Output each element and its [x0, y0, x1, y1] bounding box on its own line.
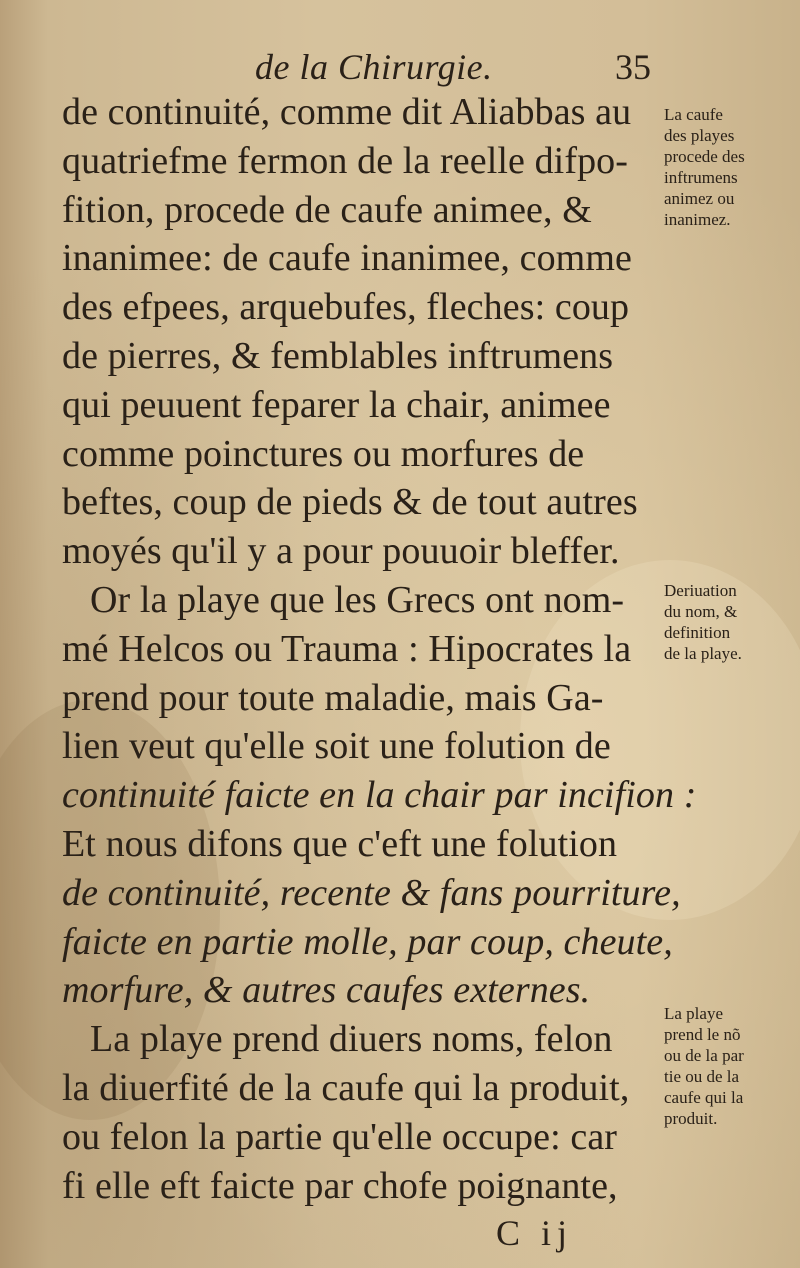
margin-line: du nom, & — [664, 602, 738, 621]
page-number: 35 — [615, 47, 651, 87]
margin-note-cause — [664, 104, 794, 230]
margin-line: Deriuation — [664, 581, 737, 600]
text-line: de pierres, & femblables inftrumens — [62, 334, 614, 377]
text-line: des efpees, arquebufes, fleches: coup — [62, 286, 630, 329]
margin-line: inanimez. — [664, 210, 731, 229]
text-line: comme poinctures ou morfures de — [62, 432, 585, 475]
text-line: de continuité, recente & fans pourriture, — [62, 871, 681, 914]
margin-line: ou de la par — [664, 1046, 744, 1065]
margin-line: prend le nõ — [664, 1025, 741, 1044]
text-line: moyés qu'il y a pour pouuoir bleffer. — [62, 530, 620, 573]
text-line: continuité faicte en la chair par incifion : — [62, 774, 697, 817]
signature-mark: C ij — [496, 1213, 574, 1253]
text-line: faicte en partie molle, par coup, cheute, — [62, 920, 673, 963]
margin-line: de la playe. — [664, 644, 742, 663]
text-line: ou felon la partie qu'elle occupe: car — [62, 1115, 618, 1158]
text-line: la diuerfité de la caufe qui la produit, — [62, 1066, 630, 1109]
margin-line: des playes — [664, 126, 735, 145]
text-line: Et nous difons que c'eft une folution — [62, 822, 618, 865]
page-header — [255, 46, 675, 90]
text-line: morfure, & autres caufes externes. — [62, 969, 591, 1012]
margin-line: La playe — [664, 1004, 723, 1023]
text-line: La playe prend diuers noms, felon — [90, 1018, 613, 1061]
running-title: de la Chirurgie. — [255, 47, 493, 87]
text-line: inanimee: de caufe inanimee, comme — [62, 237, 632, 280]
text-line: fi elle eft faicte par chofe poignante, — [62, 1164, 618, 1207]
margin-line: inftrumens — [664, 168, 738, 187]
margin-line: La caufe — [664, 105, 723, 124]
margin-line: caufe qui la — [664, 1088, 744, 1107]
margin-line: produit. — [664, 1109, 718, 1128]
margin-note-names — [664, 1003, 794, 1129]
margin-line: definition — [664, 623, 731, 642]
text-line: beftes, coup de pieds & de tout autres — [62, 481, 638, 524]
text-line: qui peuuent feparer la chair, animee — [62, 383, 611, 426]
margin-note-derivation — [664, 580, 794, 664]
text-line: de continuité, comme dit Aliabbas au — [62, 91, 632, 133]
text-line: lien veut qu'elle soit une folution de — [62, 725, 611, 768]
text-line: Or la playe que les Grecs ont nom- — [90, 578, 625, 621]
main-text — [62, 88, 697, 1210]
text-line: prend pour toute maladie, mais Ga- — [62, 676, 604, 719]
text-line: mé Helcos ou Trauma : Hipocrates la — [62, 627, 632, 670]
margin-line: tie ou de la — [664, 1067, 740, 1086]
text-line: quatriefme fermon de la reelle difpo- — [62, 139, 629, 182]
margin-line: animez ou — [664, 189, 735, 208]
text-line: fition, procede de caufe animee, & — [62, 188, 592, 231]
margin-line: procede des — [664, 147, 745, 166]
